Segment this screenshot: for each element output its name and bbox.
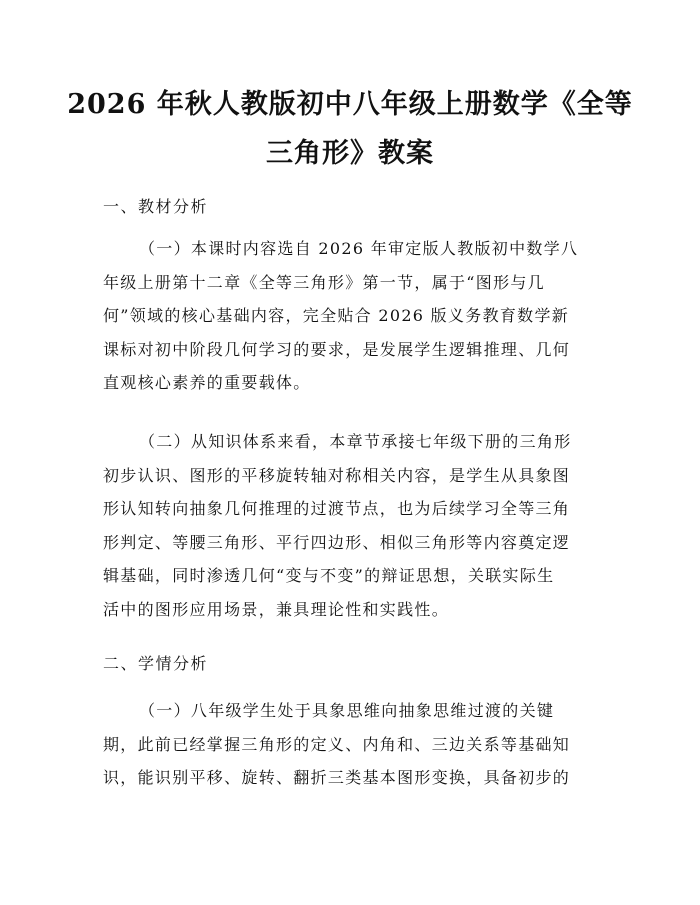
title-line: 三角形》教案 bbox=[266, 138, 434, 169]
paragraph-3 bbox=[103, 694, 603, 795]
document-title bbox=[60, 80, 640, 178]
paragraph-line: 直观核心素养的重要载体。 bbox=[103, 373, 311, 392]
paragraph-line: 识，能识别平移、旋转、翻折三类基本图形变换，具备初步的 bbox=[103, 768, 571, 787]
paragraph-line: （二）从知识体系来看，本章节承接七年级下册的三角形 bbox=[139, 432, 572, 451]
paragraph-line: 活中的图形应用场景，兼具理论性和实践性。 bbox=[103, 599, 450, 619]
title-line: 2026 年秋人教版初中八年级上册数学《全等 bbox=[67, 89, 633, 120]
paragraph-line: （一）八年级学生处于具象思维向抽象思维过渡的关键 bbox=[139, 701, 555, 720]
paragraph-line: 辑基础，同时渗透几何“变与不变”的辩证思想，关联实际生 bbox=[103, 566, 555, 585]
paragraph-line: 期，此前已经掌握三角形的定义、内角和、三边关系等基础知 bbox=[103, 734, 571, 754]
section-heading-learner-analysis: 二、学情分析 bbox=[103, 654, 209, 673]
paragraph-line: 年级上册第十二章《全等三角形》第一节，属于“图形与几 bbox=[103, 272, 545, 292]
paragraph-line: （一）本课时内容选自 2026 年审定版人教版初中数学八 bbox=[139, 239, 579, 258]
paragraph-line: 初步认识、图形的平移旋转轴对称相关内容，是学生从具象图 bbox=[103, 465, 571, 485]
paragraph-line: 课标对初中阶段几何学习的要求，是发展学生逻辑推理、几何 bbox=[103, 339, 571, 359]
paragraph-1 bbox=[103, 232, 603, 400]
section-heading-textbook-analysis: 一、教材分析 bbox=[103, 197, 209, 216]
paragraph-line: 何”领域的核心基础内容，完全贴合 2026 版义务教育数学新 bbox=[103, 306, 570, 325]
paragraph-line: 形判定、等腰三角形、平行四边形、相似三角形等内容奠定逻 bbox=[103, 532, 571, 552]
paragraph-line: 形认知转向抽象几何推理的过渡节点，也为后续学习全等三角 bbox=[103, 499, 571, 518]
paragraph-2 bbox=[103, 425, 603, 626]
